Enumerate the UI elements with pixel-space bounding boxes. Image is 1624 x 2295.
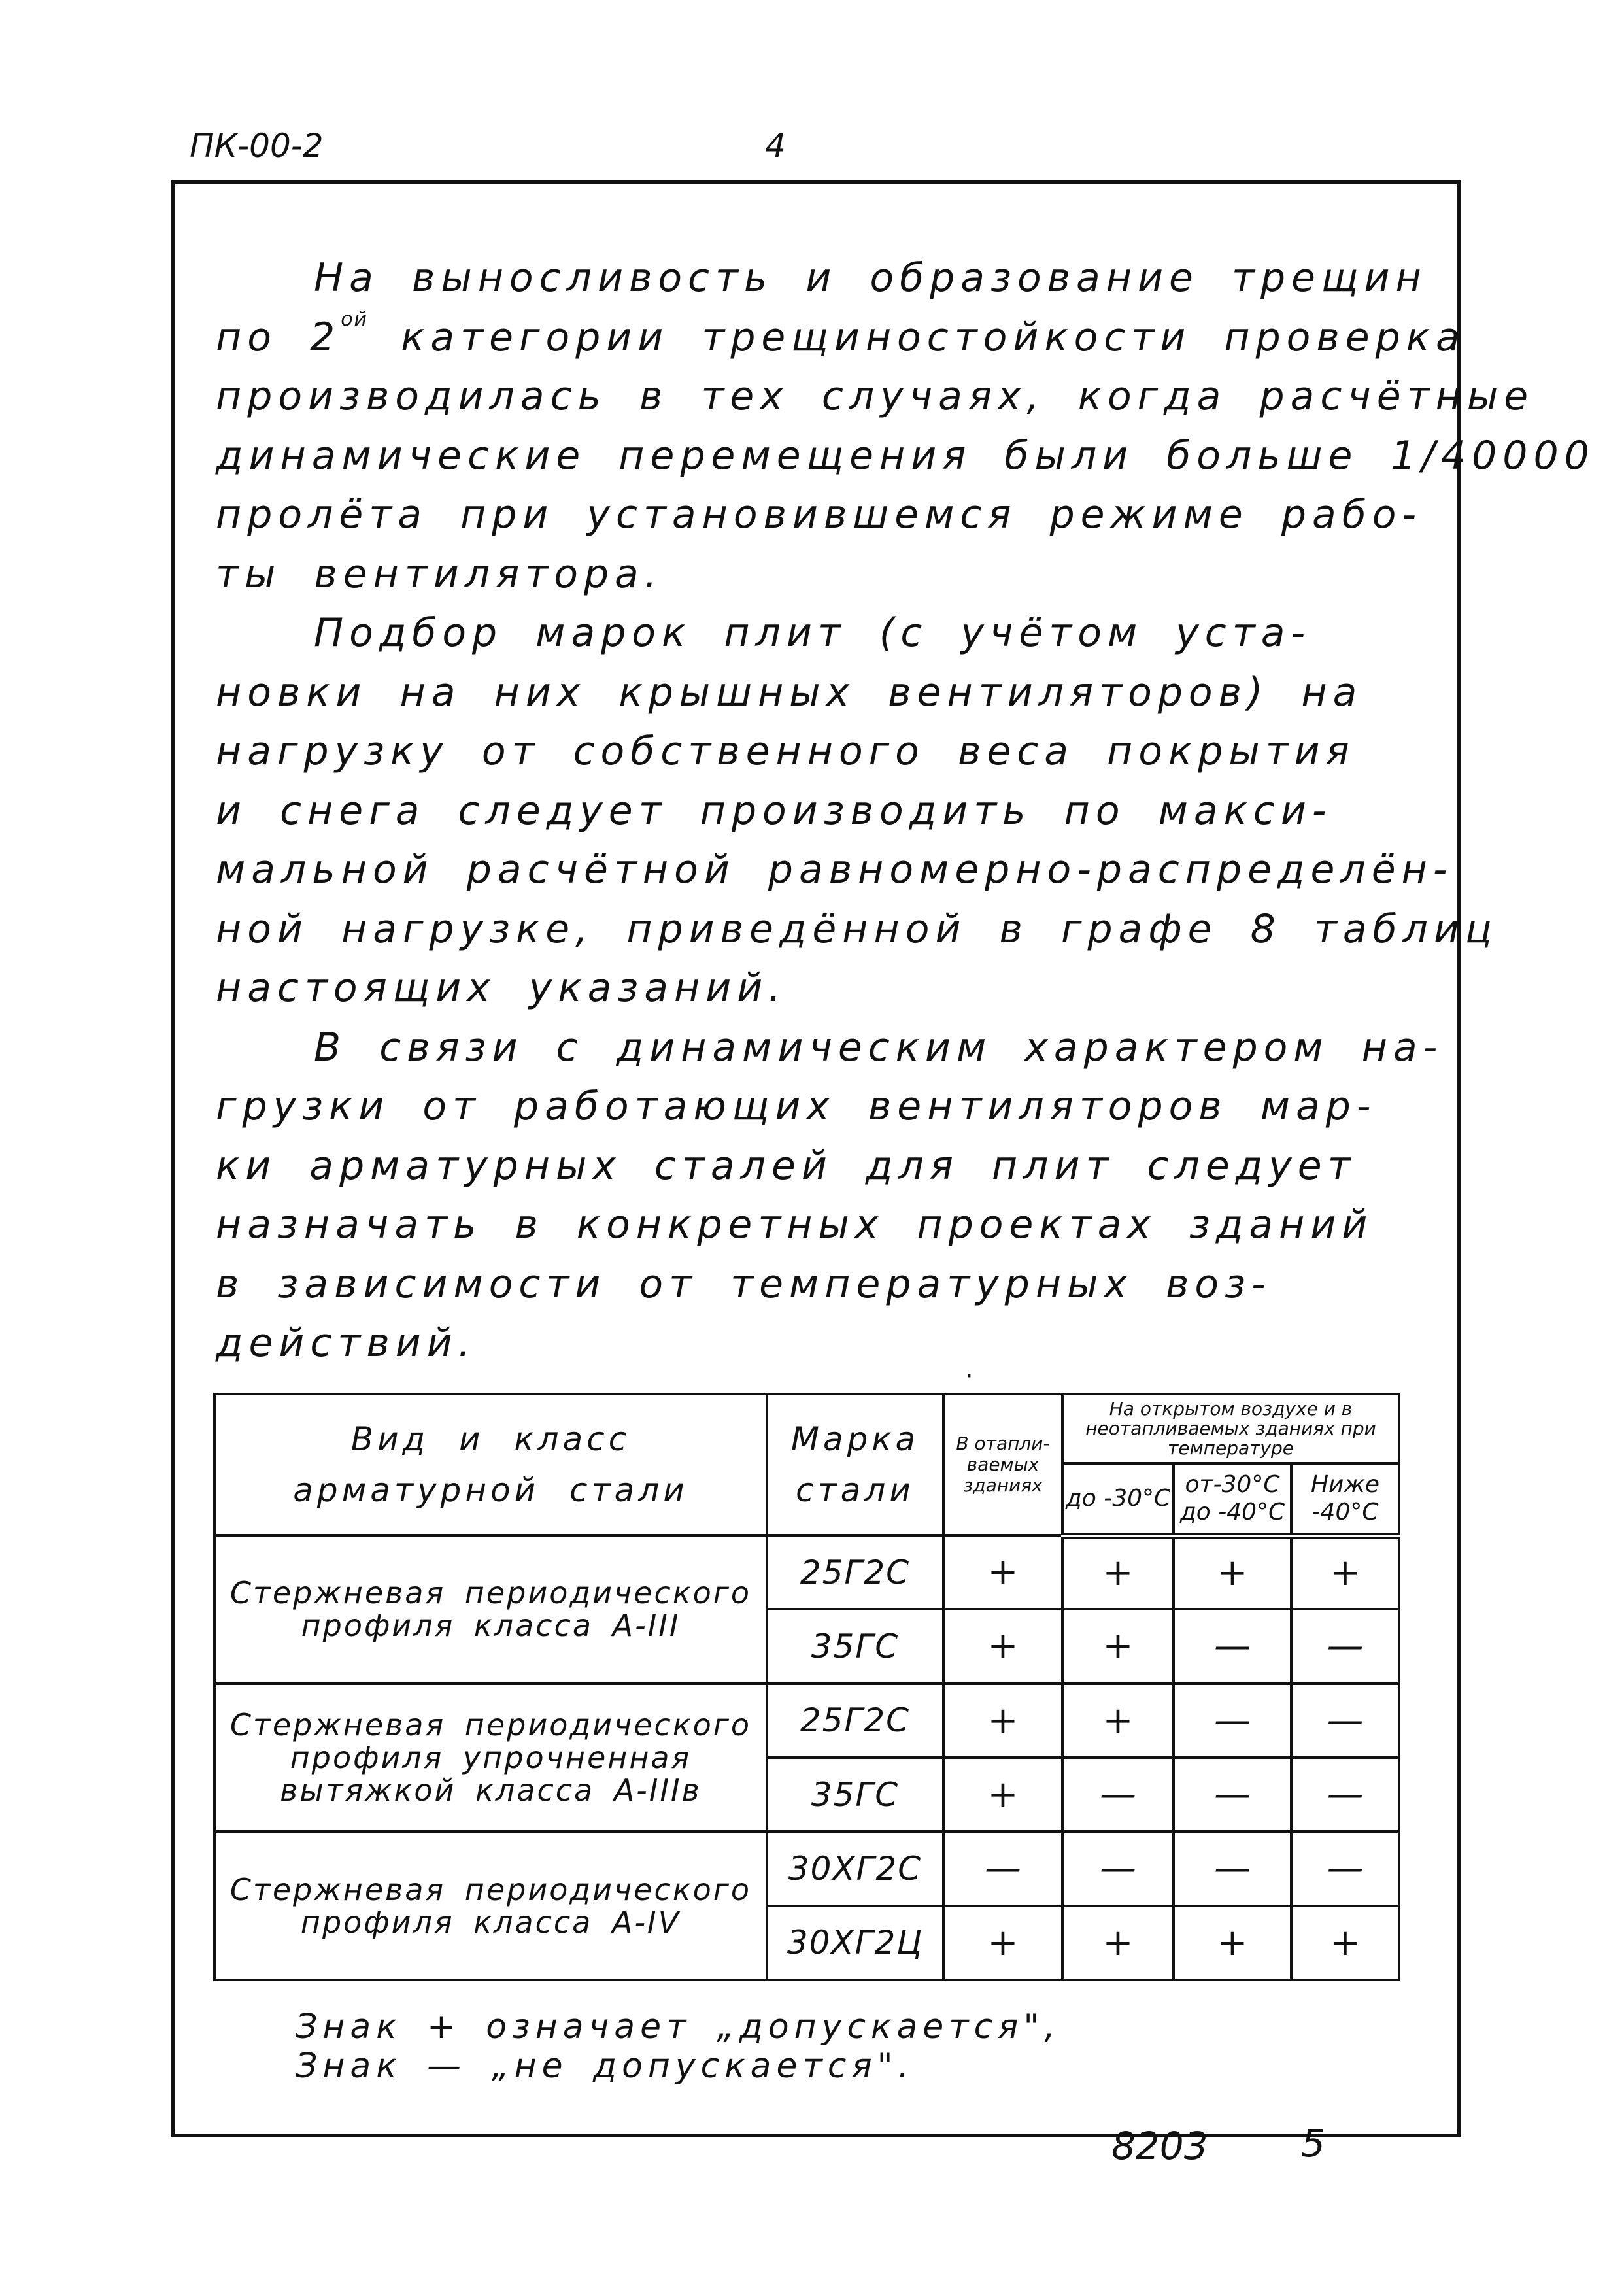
permission-mark-cell: +	[1062, 1535, 1174, 1609]
permission-mark-cell: +	[943, 1758, 1062, 1831]
text-line	[216, 307, 1466, 367]
table-row	[214, 1831, 1399, 1905]
permission-mark-cell: +	[943, 1906, 1062, 1980]
permission-mark-cell: +	[943, 1684, 1062, 1758]
text-line: новки на них крышных вентиляторов) на	[216, 669, 1363, 715]
text-line: ной нагрузке, приведённой в графе 8 таблиц	[216, 906, 1498, 952]
legend-line-not-allowed: Знак — „не допускается".	[296, 2047, 915, 2086]
permission-mark-cell: —	[1174, 1831, 1291, 1905]
permission-mark-cell: +	[1174, 1906, 1291, 1980]
ordinal-superscript: ой	[341, 307, 369, 331]
legend-line-allowed: Знак + означает „допускается",	[296, 2007, 1060, 2047]
permission-mark-cell: —	[1291, 1609, 1399, 1683]
text-line: и снега следует производить по макси-	[216, 787, 1332, 834]
text-line: производилась в тех случаях, когда расчётные	[216, 373, 1534, 419]
body-text	[216, 248, 1595, 1373]
page-number: 4	[765, 127, 786, 165]
permission-mark-cell: —	[943, 1831, 1062, 1905]
steel-grade-cell: 35ГС	[767, 1758, 943, 1831]
table-body	[214, 1535, 1399, 1980]
permission-mark-cell: +	[943, 1609, 1062, 1683]
permission-mark-cell: +	[1062, 1609, 1174, 1683]
steel-type-cell: Стержневая периодического профиля класса А-III	[214, 1535, 767, 1684]
text-line: грузки от работающих вентиляторов мар-	[216, 1083, 1377, 1129]
permission-mark-cell: +	[1062, 1906, 1174, 1980]
steel-grade-cell: 25Г2С	[767, 1684, 943, 1758]
permission-mark-cell: —	[1062, 1758, 1174, 1831]
header-steel-type: Вид и класс арматурной стали	[214, 1394, 767, 1535]
legend	[296, 2007, 1060, 2086]
permission-mark-cell: +	[1291, 1906, 1399, 1980]
text-line: мальной расчётной равномерно-распределён-	[216, 847, 1453, 892]
permission-mark-cell: —	[1291, 1831, 1399, 1905]
permission-mark-cell: —	[1174, 1758, 1291, 1831]
header-temp-to-minus30: до -30°С	[1062, 1463, 1174, 1535]
permission-mark-cell: —	[1062, 1831, 1174, 1905]
stray-dot: ·	[965, 1361, 973, 1391]
table-row	[214, 1684, 1399, 1758]
text-line: пролёта при установившемся режиме рабо-	[216, 492, 1423, 537]
permission-mark-cell: —	[1174, 1684, 1291, 1758]
steel-table	[213, 1393, 1400, 1981]
header-steel-grade: Марка стали	[767, 1394, 943, 1535]
steel-type-cell: Стержневая периодического профиля упрочненная вытяжкой класса А-IIIв	[214, 1684, 767, 1832]
document-code: ПК-00-2	[190, 127, 324, 165]
text-line-part: категории трещиностойкости проверка	[368, 314, 1466, 360]
permission-mark-cell: —	[1174, 1609, 1291, 1683]
permission-mark-cell: +	[1062, 1684, 1174, 1758]
permission-mark-cell: —	[1291, 1684, 1399, 1758]
steel-grade-cell: 30ХГ2Ц	[767, 1906, 943, 1980]
text-line: действий.	[216, 1320, 477, 1366]
header-heated-buildings: В отапли-ваемых зданиях	[943, 1394, 1062, 1535]
header-temp-minus30-to-minus40: от-30°С до -40°С	[1174, 1463, 1291, 1535]
steel-grade-cell: 30ХГ2С	[767, 1831, 943, 1905]
text-line: Подбор марок плит (с учётом уста-	[314, 610, 1311, 656]
header-open-air: На открытом воздухе и в неотапливаемых зданиях при температуре	[1062, 1394, 1399, 1463]
text-line: динамические перемещения были больше 1/40000	[216, 432, 1595, 479]
steel-grade-cell: 25Г2С	[767, 1535, 943, 1609]
permission-mark-cell: —	[1291, 1758, 1399, 1831]
text-line: В связи с динамическим характером на-	[314, 1024, 1444, 1070]
text-line: ки арматурных сталей для плит следует	[216, 1142, 1357, 1189]
permission-mark-cell: +	[943, 1535, 1062, 1609]
table-row	[214, 1535, 1399, 1609]
text-line-part: по 2	[216, 314, 341, 360]
permission-mark-cell: +	[1174, 1535, 1291, 1609]
steel-grade-cell: 35ГС	[767, 1609, 943, 1683]
steel-type-cell: Стержневая периодического профиля класса А-IV	[214, 1831, 767, 1980]
text-line: настоящих указаний.	[216, 965, 787, 1011]
text-line: ты вентилятора.	[216, 551, 663, 597]
text-line: назначать в конкретных проектах зданий	[216, 1202, 1374, 1248]
text-line: в зависимости от температурных воз-	[216, 1261, 1272, 1307]
text-line: На выносливость и образование трещин	[314, 255, 1427, 301]
sheet-page: 5	[1301, 2121, 1325, 2166]
permission-mark-cell: +	[1291, 1535, 1399, 1609]
sheet-number: 8203	[1111, 2124, 1208, 2168]
header-temp-below-minus40: Ниже -40°С	[1291, 1463, 1399, 1535]
text-line: нагрузку от собственного веса покрытия	[216, 728, 1355, 774]
